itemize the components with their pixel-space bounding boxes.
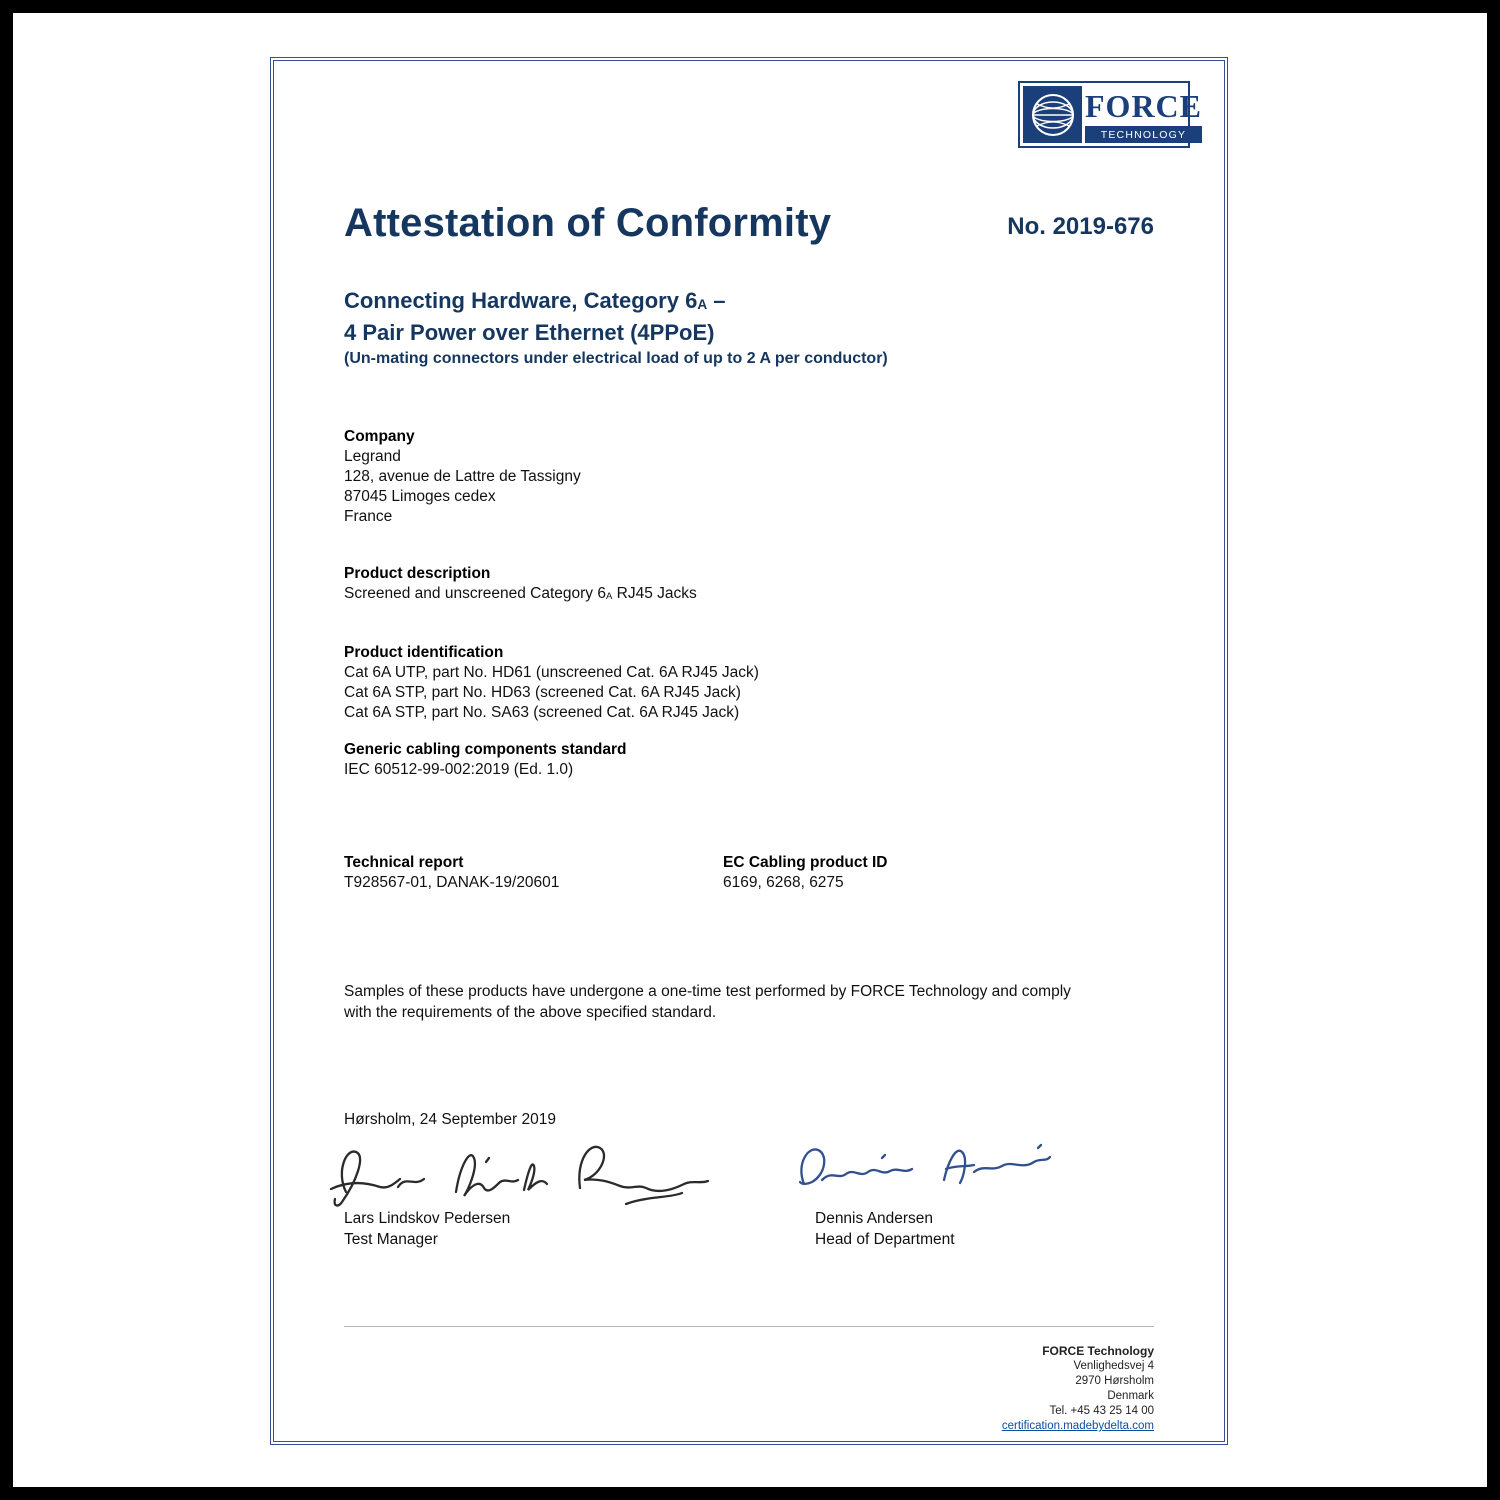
report-row <box>344 852 1154 893</box>
certificate-frame <box>270 57 1228 1445</box>
certificate-content <box>271 58 1227 1444</box>
signatory-right <box>815 1208 955 1250</box>
ec-cabling-value: 6169, 6268, 6275 <box>723 874 844 891</box>
signatures-row <box>344 1130 1154 1208</box>
footer-divider <box>344 1326 1154 1327</box>
subject-block <box>344 286 1154 368</box>
certificate-number: No. 2019-676 <box>1007 212 1154 240</box>
ec-cabling-heading: EC Cabling product ID <box>723 854 888 871</box>
logo-brand-text: FORCE <box>1085 88 1202 124</box>
signatory-right-title: Head of Department <box>815 1231 955 1248</box>
technical-report-section <box>344 852 723 893</box>
logo-sub-text: TECHNOLOGY <box>1085 126 1202 143</box>
technical-report-heading: Technical report <box>344 854 464 871</box>
product-id-line: Cat 6A STP, part No. SA63 (screened Cat. 6A RJ45 Jack) <box>344 704 740 721</box>
product-description-value: Screened and unscreened Category 6A RJ45 Jacks <box>344 585 697 602</box>
company-address-country: France <box>344 508 393 525</box>
company-address-city: 87045 Limoges cedex <box>344 488 496 505</box>
ec-cabling-section <box>723 852 887 893</box>
footer-street: Venlighedsvej 4 <box>1073 1360 1154 1372</box>
standard-heading: Generic cabling components standard <box>344 741 627 758</box>
product-identification-heading: Product identification <box>344 644 504 661</box>
product-description-section <box>344 563 1154 606</box>
title-row <box>344 201 1154 246</box>
page-title: Attestation of Conformity <box>344 201 832 245</box>
footer-certification-link[interactable]: certification.madebydelta.com <box>1001 1420 1154 1432</box>
company-heading: Company <box>344 428 415 445</box>
product-description-heading: Product description <box>344 565 491 582</box>
footer-company: FORCE Technology <box>1042 1344 1154 1358</box>
company-section <box>344 426 1154 527</box>
signature-lars-image <box>326 1132 726 1218</box>
footer-address-block <box>344 1343 1154 1434</box>
conformity-statement: Samples of these products have undergone a one-time test performed by FORCE Technology and comply with the requirements of the above specified standard. <box>344 983 1071 1021</box>
standard-value: IEC 60512-99-002:2019 (Ed. 1.0) <box>344 761 574 778</box>
subject-note: (Un-mating connectors under electrical load of up to 2 A per conductor) <box>344 350 888 367</box>
signature-dennis-image <box>782 1136 1062 1200</box>
footer-phone: Tel. +45 43 25 14 00 <box>1049 1405 1154 1417</box>
signatory-right-name: Dennis Andersen <box>815 1210 934 1227</box>
technical-report-value: T928567-01, DANAK-19/20601 <box>344 874 560 891</box>
product-identification-section <box>344 642 1154 723</box>
subject-line-1: Connecting Hardware, Category 6A – <box>344 288 726 313</box>
signatory-left-title: Test Manager <box>344 1231 438 1248</box>
signatory-left-name: Lars Lindskov Pedersen <box>344 1210 511 1227</box>
company-name: Legrand <box>344 448 401 465</box>
subject-line-2: 4 Pair Power over Ethernet (4PPoE) <box>344 320 715 345</box>
product-id-line: Cat 6A UTP, part No. HD61 (unscreened Cat. 6A RJ45 Jack) <box>344 664 759 681</box>
footer-city: 2970 Hørsholm <box>1075 1375 1154 1387</box>
product-id-line: Cat 6A STP, part No. HD63 (screened Cat. 6A RJ45 Jack) <box>344 684 741 701</box>
date-line: Hørsholm, 24 September 2019 <box>344 1111 556 1128</box>
company-address-street: 128, avenue de Lattre de Tassigny <box>344 468 581 485</box>
standard-section <box>344 739 1154 780</box>
footer-country: Denmark <box>1107 1390 1154 1402</box>
